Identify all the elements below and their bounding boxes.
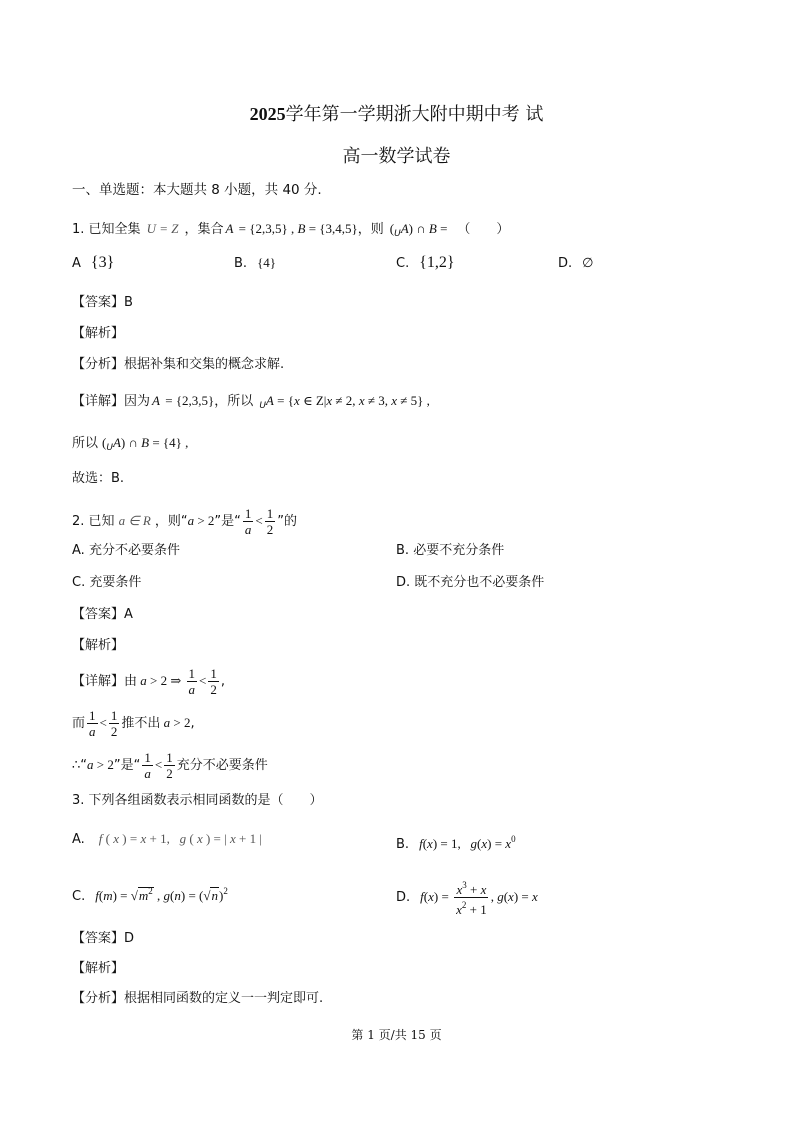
q1-answer: 【答案】B: [72, 295, 133, 310]
q2-option-d: D. 既不充分也不必要条件: [396, 575, 545, 590]
q2-detail-line2: 而 $\frac{1}{a}$ < $\frac{1}{2}$ 推不出 a > 2,: [72, 708, 195, 739]
q3-fenxi: 【分析】根据相同函数的定义一一判定即可.: [72, 991, 324, 1006]
q2-option-b: B. 必要不充分条件: [396, 543, 505, 558]
q1-option-d: D. ∅: [558, 255, 594, 271]
q3-answer: 【答案】D: [72, 931, 135, 946]
q3-option-b: B. f(x) = 1, $g(x) = x^0$: [396, 834, 516, 852]
q1-detail-line2: 所以 $(_UA)$ ∩ B = {4} ,: [72, 435, 189, 453]
document-title: 2025学年第一学期浙大附中期中考 试: [249, 104, 544, 125]
q1-conclusion: 故选：B.: [72, 471, 125, 486]
q3-option-d: D. f(x) = $\frac{x^3 + x}{x^2 + 1}$ , g(x) = x: [396, 880, 538, 917]
q3-option-a: A. f ( x ) = x + 1, g ( x ) = | x + 1 |: [72, 831, 262, 847]
question-1-stem: 1. 已知全集 U = Z ，集合 A = {2,3,5} , B = {3,4,5}，则 $(_UA)$ ∩ B = （ ）: [72, 221, 510, 239]
q2-analysis-label: 【解析】: [72, 638, 125, 653]
page-footer: 第 1 页/共 15 页: [351, 1028, 442, 1042]
q3-option-c: C. $f(m) = √m^2$ , $g(n) = (√n)^2$: [72, 886, 228, 904]
q2-detail: 【详解】由 a > 2 ⇒ $\frac{1}{a}$ < $\frac{1}{2}$ ,: [72, 666, 225, 697]
q1-option-b: B. {4}: [234, 255, 277, 271]
question-2-stem: 2. 已知 a ∈ R ，则“a > 2”是“ $\frac{1}{a}$ < $\frac{1}{2}$ ”的: [72, 506, 297, 537]
q2-option-c: C. 充要条件: [72, 575, 142, 590]
q2-detail-line3: ∴“a > 2”是“ $\frac{1}{a}$ < $\frac{1}{2}$ 充分不必要条件: [72, 750, 268, 781]
document-subtitle: 高一数学试卷: [342, 146, 451, 167]
q1-analysis-label: 【解析】: [72, 326, 125, 341]
q1-detail: 【详解】因为 A = {2,3,5}，所以 $_U$A = {x ∈ Z|x ≠ 2, x ≠ 3, x ≠ 5} ,: [72, 393, 430, 411]
section-heading: 一、单选题：本大题共 8 小题，共 40 分.: [72, 182, 322, 198]
q3-analysis-label: 【解析】: [72, 961, 125, 976]
q1-fenxi: 【分析】根据补集和交集的概念求解.: [72, 357, 285, 372]
q2-option-a: A. 充分不必要条件: [72, 543, 180, 558]
q1-option-c: C. {1,2}: [396, 254, 455, 271]
q1-option-a: A {3}: [72, 254, 115, 271]
q2-answer: 【答案】A: [72, 607, 133, 622]
question-3-stem: 3. 下列各组函数表示相同函数的是（ ）: [72, 793, 323, 808]
